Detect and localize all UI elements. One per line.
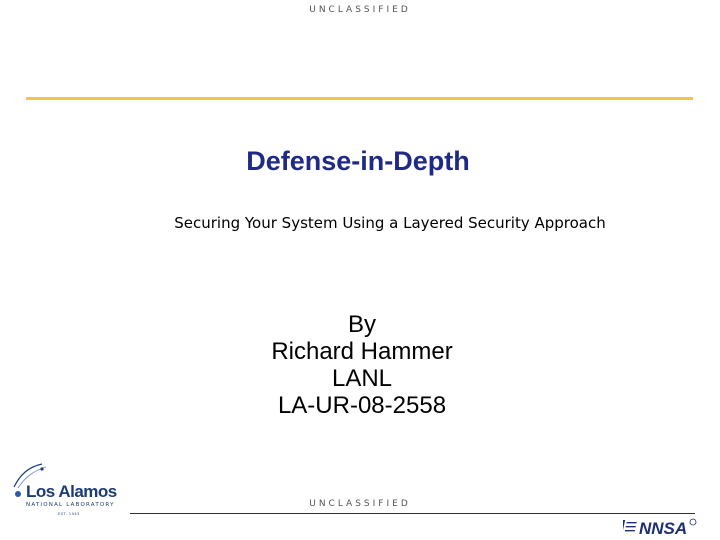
slide-subtitle: Securing Your System Using a Layered Security Approach bbox=[174, 214, 606, 232]
nnsa-logo-text: NNSA bbox=[639, 519, 688, 538]
byline bbox=[212, 311, 512, 419]
los-alamos-name: Los Alamos bbox=[26, 482, 117, 501]
slide-title: Defense-in-Depth bbox=[246, 146, 470, 176]
los-alamos-logo bbox=[8, 461, 126, 521]
los-alamos-est: EST. 1943 bbox=[58, 512, 80, 516]
los-alamos-subtitle: NATIONAL LABORATORY bbox=[26, 502, 115, 508]
byline-organization: LANL bbox=[331, 365, 393, 392]
nnsa-logo bbox=[623, 516, 698, 538]
byline-by: By bbox=[347, 311, 376, 338]
byline-report-number: LA-UR-08-2558 bbox=[277, 392, 447, 419]
header-divider bbox=[26, 97, 693, 100]
footer-divider bbox=[130, 513, 695, 514]
byline-author: Richard Hammer bbox=[271, 338, 453, 365]
header-classification: UNCLASSIFIED bbox=[309, 5, 411, 15]
footer-classification: UNCLASSIFIED bbox=[309, 499, 411, 509]
los-alamos-dot-icon bbox=[15, 491, 21, 497]
